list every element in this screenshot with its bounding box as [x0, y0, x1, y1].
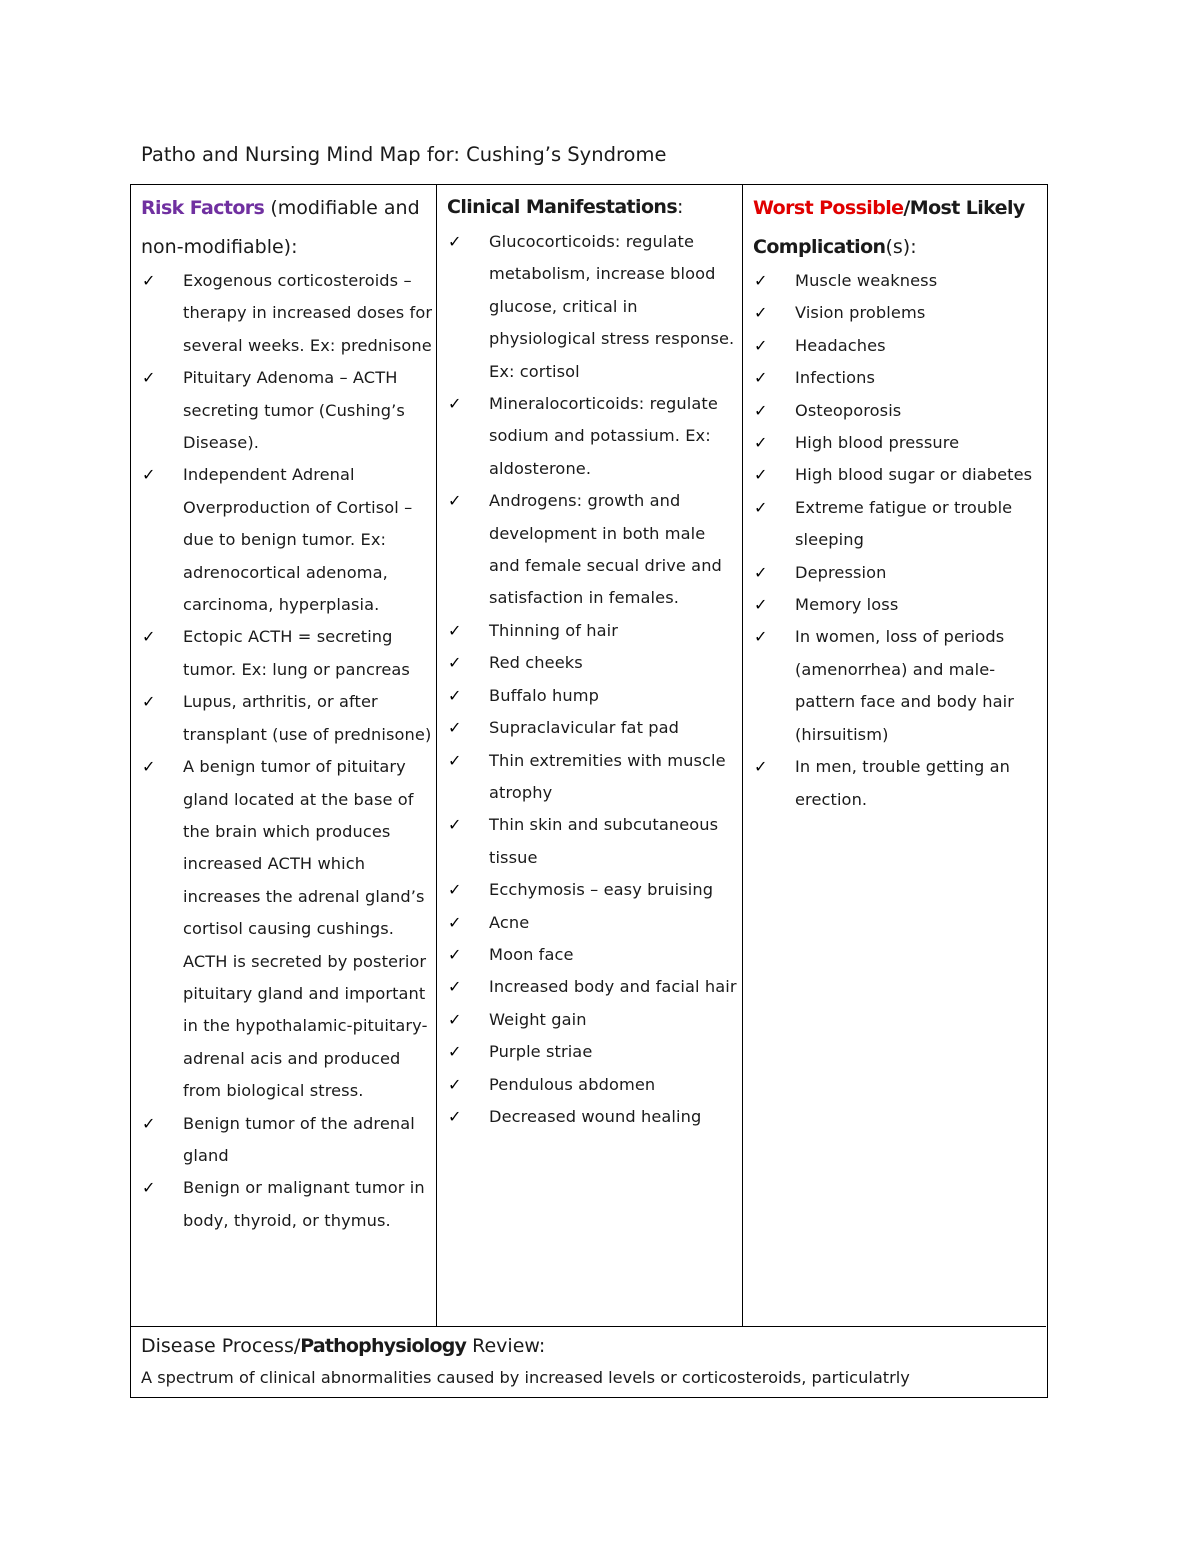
list-item	[743, 589, 1051, 621]
risk-factors-list	[131, 265, 437, 1237]
mind-map-table	[130, 184, 1048, 1398]
list-item	[131, 1108, 437, 1173]
list-item	[743, 362, 1051, 394]
checkmark-icon: ✓	[448, 394, 462, 414]
list-item	[131, 621, 437, 686]
list-item	[437, 1004, 743, 1036]
checkmark-icon: ✓	[754, 303, 768, 323]
list-item-text: Benign tumor of the adrenal gland	[183, 1113, 415, 1165]
list-item-text: In men, trouble getting an erection.	[795, 757, 1011, 809]
list-item-text: Acne	[489, 912, 530, 932]
list-item	[437, 1069, 743, 1101]
list-item-text: Lupus, arthritis, or after transplant (use of prednisone)	[183, 692, 432, 744]
list-item-text: In women, loss of periods (amenorrhea) and male-pattern face and body hair (hirsuitism)	[795, 627, 1014, 744]
checkmark-icon: ✓	[754, 627, 768, 647]
pathophysiology-heading-bold: Pathophysiology	[300, 1335, 467, 1357]
list-item	[743, 427, 1051, 459]
list-item	[743, 395, 1051, 427]
list-item-text: Pituitary Adenoma – ACTH secreting tumor (Cushing’s Disease).	[183, 368, 405, 453]
list-item	[437, 647, 743, 679]
list-item-text: Thin extremities with muscle atrophy	[489, 750, 726, 802]
list-item-text: Purple striae	[489, 1042, 593, 1062]
list-item-text: Increased body and facial hair	[489, 977, 737, 997]
list-item	[131, 1172, 437, 1237]
list-item	[131, 362, 437, 459]
complications-heading-complication: Complication	[753, 236, 886, 258]
risk-factors-heading-rest: (modifiable and non-modifiable):	[141, 197, 420, 258]
checkmark-icon: ✓	[754, 271, 768, 290]
complications-heading	[753, 189, 1043, 267]
list-item	[131, 459, 437, 621]
checkmark-icon: ✓	[754, 465, 768, 485]
list-item	[437, 907, 743, 939]
checkmark-icon: ✓	[142, 271, 156, 290]
checkmark-icon: ✓	[448, 491, 462, 511]
list-item	[437, 939, 743, 971]
clinical-manifestations-heading-bold: Clinical Manifestations	[447, 196, 678, 218]
list-item-text: Red cheeks	[489, 653, 583, 673]
list-item-text: Extreme fatigue or trouble sleeping	[795, 497, 1013, 550]
clinical-manifestations-heading-suffix: :	[677, 196, 684, 218]
list-item	[131, 265, 437, 362]
list-item	[743, 557, 1051, 589]
list-item	[437, 680, 743, 712]
list-item	[743, 265, 1051, 297]
list-item-text: Depression	[795, 562, 887, 582]
checkmark-icon: ✓	[142, 692, 156, 712]
checkmark-icon: ✓	[142, 1113, 156, 1133]
clinical-manifestations-column	[437, 185, 743, 1326]
checkmark-icon: ✓	[448, 653, 462, 673]
list-item	[743, 492, 1051, 557]
list-item-text: Osteoporosis	[795, 400, 902, 420]
list-item-text: Mineralocorticoids: regulate sodium and potassium. Ex: aldosterone.	[489, 394, 718, 478]
list-item	[437, 485, 743, 615]
risk-factors-heading	[141, 189, 431, 267]
list-item	[743, 459, 1051, 491]
complications-list	[743, 265, 1051, 816]
list-item-text: Headaches	[795, 335, 886, 355]
checkmark-icon: ✓	[448, 750, 462, 770]
list-item-text: Supraclavicular fat pad	[489, 718, 680, 738]
complications-heading-worst: Worst Possible	[753, 197, 904, 219]
pathophysiology-heading-suffix: Review:	[466, 1335, 546, 1357]
list-item	[743, 751, 1051, 816]
list-item	[437, 874, 743, 906]
checkmark-icon: ✓	[754, 433, 768, 453]
checkmark-icon: ✓	[448, 1106, 462, 1126]
list-item-text: Thin skin and subcutaneous tissue	[489, 815, 719, 867]
list-item-text: Benign or malignant tumor in body, thyroid, or thymus.	[183, 1178, 425, 1230]
list-item-text: Thinning of hair	[489, 620, 619, 640]
checkmark-icon: ✓	[448, 718, 462, 738]
checkmark-icon: ✓	[448, 815, 462, 835]
checkmark-icon: ✓	[142, 368, 156, 388]
list-item	[437, 1101, 743, 1133]
risk-factors-heading-bold: Risk Factors	[141, 197, 265, 219]
checkmark-icon: ✓	[754, 562, 768, 582]
checkmark-icon: ✓	[448, 880, 462, 900]
checkmark-icon: ✓	[448, 685, 462, 705]
checkmark-icon: ✓	[754, 497, 768, 517]
list-item-text: Ecchymosis – easy bruising	[489, 880, 714, 900]
checkmark-icon: ✓	[142, 1178, 156, 1198]
pathophysiology-text: A spectrum of clinical abnormalities caused by increased levels or corticosteroids, particulatrly	[141, 1368, 910, 1387]
pathophysiology-section	[131, 1326, 1046, 1396]
list-item-text: A benign tumor of pituitary gland located at the base of the brain which produces increased ACTH which increases the adrenal gland’s cortisol causing cushings. ACTH is secreted by posterior pituitary gland and important in the hypothalamic-pituitary-adrenal acis and produced from biological stress.	[183, 757, 428, 1101]
clinical-manifestations-heading	[447, 189, 737, 225]
list-item-text: Moon face	[489, 944, 574, 964]
checkmark-icon: ✓	[448, 944, 462, 964]
list-item	[743, 621, 1051, 751]
checkmark-icon: ✓	[142, 465, 156, 485]
list-item-text: Memory loss	[795, 595, 899, 615]
checkmark-icon: ✓	[448, 912, 462, 932]
list-item	[743, 330, 1051, 362]
checkmark-icon: ✓	[448, 1074, 462, 1094]
list-item-text: High blood pressure	[795, 433, 960, 453]
list-item	[437, 745, 743, 810]
list-item-text: Buffalo hump	[489, 685, 599, 705]
checkmark-icon: ✓	[142, 757, 156, 777]
list-item	[437, 388, 743, 485]
list-item	[437, 712, 743, 744]
list-item-text: Exogenous corticosteroids – therapy in increased doses for several weeks. Ex: prednisone	[183, 271, 433, 355]
list-item	[437, 226, 743, 388]
complications-heading-likely: /Most Likely	[903, 197, 1025, 219]
checkmark-icon: ✓	[448, 1042, 462, 1062]
list-item	[131, 751, 437, 1107]
clinical-manifestations-list	[437, 226, 743, 1133]
checkmark-icon: ✓	[448, 620, 462, 640]
risk-factors-column	[131, 185, 437, 1326]
checkmark-icon: ✓	[754, 400, 768, 420]
list-item	[437, 615, 743, 647]
checkmark-icon: ✓	[448, 232, 462, 251]
list-item-text: Decreased wound healing	[489, 1106, 702, 1126]
list-item-text: Glucocorticoids: regulate metabolism, increase blood glucose, critical in physiological stress response. Ex: cortisol	[489, 232, 735, 381]
checkmark-icon: ✓	[448, 977, 462, 997]
list-item-text: Muscle weakness	[795, 271, 938, 290]
checkmark-icon: ✓	[448, 1009, 462, 1029]
checkmark-icon: ✓	[754, 757, 768, 777]
list-item	[131, 686, 437, 751]
list-item-text: Infections	[795, 368, 876, 388]
complications-column	[743, 185, 1047, 1326]
checkmark-icon: ✓	[142, 627, 156, 647]
checkmark-icon: ✓	[754, 368, 768, 388]
pathophysiology-heading	[141, 1331, 545, 1361]
checkmark-icon: ✓	[754, 335, 768, 355]
list-item-text: Pendulous abdomen	[489, 1074, 656, 1094]
list-item-text: High blood sugar or diabetes	[795, 465, 1033, 485]
list-item-text: Weight gain	[489, 1009, 587, 1029]
list-item	[437, 1036, 743, 1068]
list-item	[437, 971, 743, 1003]
list-item-text: Independent Adrenal Overproduction of Cortisol – due to benign tumor. Ex: adrenocortical adenoma, carcinoma, hyperplasia.	[183, 465, 413, 615]
list-item	[437, 809, 743, 874]
pathophysiology-heading-prefix: Disease Process/	[141, 1335, 301, 1357]
page-title: Patho and Nursing Mind Map for: Cushing’s Syndrome	[141, 143, 667, 166]
list-item-text: Androgens: growth and development in both male and female secual drive and satisfaction in females.	[489, 491, 722, 608]
list-item-text: Ectopic ACTH = secreting tumor. Ex: lung or pancreas	[183, 627, 410, 679]
checkmark-icon: ✓	[754, 595, 768, 615]
complications-heading-suffix: (s):	[885, 236, 917, 258]
list-item-text: Vision problems	[795, 303, 926, 323]
list-item	[743, 297, 1051, 329]
